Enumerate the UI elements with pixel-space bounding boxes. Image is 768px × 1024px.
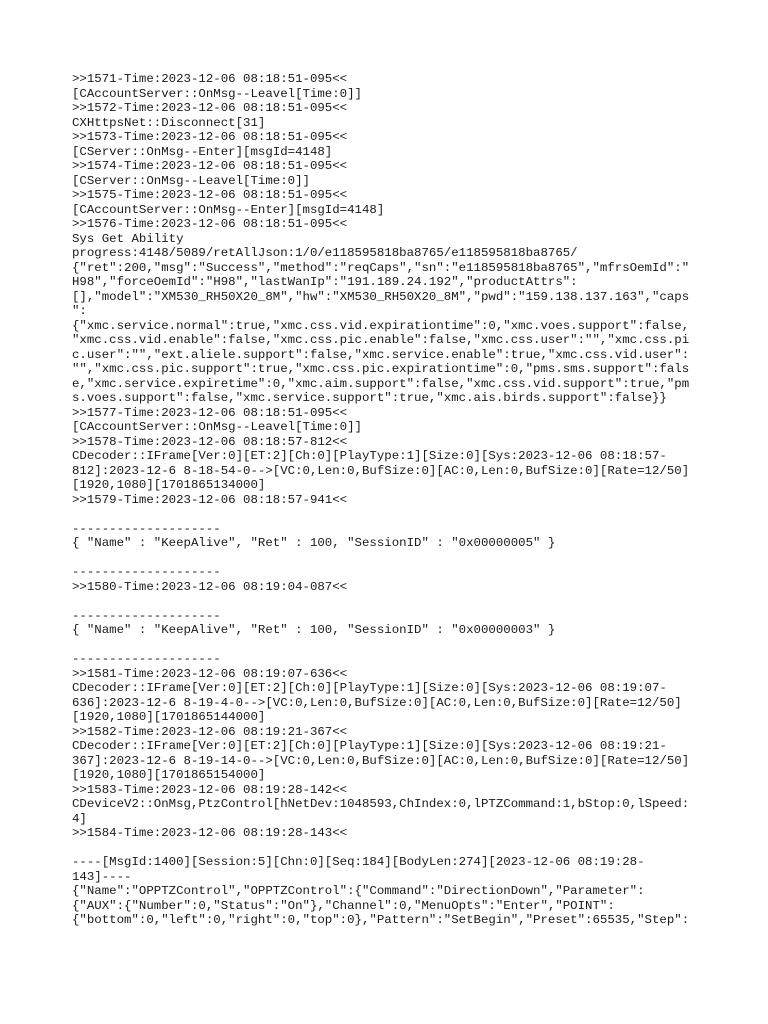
- log-line: {"ret":200,"msg":"Success","method":"reqCaps","sn":"e118595818ba8765","mfrsOemId":": [72, 260, 690, 275]
- log-line: >>1580-Time:2023-12-06 08:19:04-087<<: [72, 579, 348, 594]
- blank-line: [72, 551, 712, 566]
- log-line: H98","forceOemId":"H98","lastWanIp":"191.189.24.192","productAttrs":: [72, 275, 578, 289]
- log-line: {"xmc.service.normal":true,"xmc.css.vid.expirationtime":0,"xmc.voes.support":false,: [72, 318, 690, 333]
- log-line: >>1572-Time:2023-12-06 08:18:51-095<<: [72, 101, 348, 115]
- log-line: >>1583-Time:2023-12-06 08:19:28-142<<: [72, 782, 348, 797]
- log-line: CXHttpsNet::Disconnect[31]: [72, 115, 266, 130]
- log-line: >>1574-Time:2023-12-06 08:18:51-095<<: [72, 159, 348, 173]
- blank-line: [72, 841, 712, 856]
- log-line: [1920,1080][1701865154000]: [72, 768, 266, 782]
- log-line: >>1578-Time:2023-12-06 08:18:57-812<<: [72, 434, 348, 449]
- log-line: s.voes.support":false,"xmc.service.support":true,"xmc.ais.birds.support":false}}: [72, 391, 667, 405]
- log-line: 812]:2023-12-6 8-18-54-0-->[VC:0,Len:0,BufSize:0][AC:0,Len:0,BufSize:0][Rate=12/50]: [72, 463, 690, 478]
- log-line: [1920,1080][1701865144000]: [72, 710, 266, 724]
- log-line: { "Name" : "KeepAlive", "Ret" : 100, "SessionID" : "0x00000005" }: [72, 536, 556, 550]
- log-line: ":: [72, 304, 87, 318]
- blank-line: [72, 507, 712, 522]
- log-line: >>1571-Time:2023-12-06 08:18:51-095<<: [72, 72, 348, 86]
- log-line: [CAccountServer::OnMsg--Leavel[Time:0]]: [72, 420, 362, 434]
- log-line: >>1577-Time:2023-12-06 08:18:51-095<<: [72, 405, 348, 420]
- log-line: 367]:2023-12-6 8-19-14-0-->[VC:0,Len:0,BufSize:0][AC:0,Len:0,BufSize:0][Rate=12/50]: [72, 753, 690, 768]
- log-line: [CAccountServer::OnMsg--Leavel[Time:0]]: [72, 86, 362, 101]
- log-line: "","xmc.css.pic.support":true,"xmc.css.pic.expirationtime":0,"pms.sms.support":fals: [72, 362, 690, 376]
- log-line: e,"xmc.service.expiretime":0,"xmc.aim.support":false,"xmc.css.vid.support":true,"pm: [72, 376, 690, 391]
- log-line: CDecoder::IFrame[Ver:0][ET:2][Ch:0][PlayType:1][Size:0][Sys:2023-12-06 08:18:57-: [72, 449, 667, 463]
- log-line: { "Name" : "KeepAlive", "Ret" : 100, "SessionID" : "0x00000003" }: [72, 623, 556, 637]
- log-line: [],"model":"XM530_RH50X20_8M","hw":"XM530_RH50X20_8M","pwd":"159.138.137.163","caps: [72, 289, 690, 304]
- log-line: >>1584-Time:2023-12-06 08:19:28-143<<: [72, 826, 348, 840]
- log-line: --------------------: [72, 608, 221, 623]
- log-line: CDecoder::IFrame[Ver:0][ET:2][Ch:0][PlayType:1][Size:0][Sys:2023-12-06 08:19:21-: [72, 739, 667, 753]
- log-line: "xmc.css.vid.enable":false,"xmc.css.pic.enable":false,"xmc.css.user":"","xmc.css.pi: [72, 333, 690, 347]
- log-page: [72, 72, 712, 928]
- log-line: --------------------: [72, 652, 221, 666]
- log-line: 636]:2023-12-6 8-19-4-0-->[VC:0,Len:0,BufSize:0][AC:0,Len:0,BufSize:0][Rate=12/50]: [72, 695, 682, 710]
- blank-line: [72, 638, 712, 653]
- log-line: >>1575-Time:2023-12-06 08:18:51-095<<: [72, 188, 348, 202]
- log-line: {"bottom":0,"left":0,"right":0,"top":0},"Pattern":"SetBegin","Preset":65535,"Step":: [72, 913, 690, 927]
- log-line: [CServer::OnMsg--Leavel[Time:0]]: [72, 173, 310, 188]
- blank-line: [72, 594, 712, 609]
- log-line: >>1582-Time:2023-12-06 08:19:21-367<<: [72, 724, 348, 739]
- log-line: --------------------: [72, 521, 221, 536]
- log-line: progress:4148/5089/retAllJson:1/0/e118595818ba8765/e118595818ba8765/: [72, 246, 578, 260]
- log-line: {"AUX":{"Number":0,"Status":"On"},"Channel":0,"MenuOpts":"Enter","POINT":: [72, 898, 615, 913]
- log-line: >>1581-Time:2023-12-06 08:19:07-636<<: [72, 666, 348, 681]
- log-line: Sys Get Ability: [72, 231, 184, 246]
- log-line: CDeviceV2::OnMsg,PtzControl[hNetDev:1048593,ChIndex:0,lPTZCommand:1,bStop:0,lSpeed:: [72, 797, 690, 811]
- log-line: >>1579-Time:2023-12-06 08:18:57-941<<: [72, 492, 348, 507]
- log-line: >>1573-Time:2023-12-06 08:18:51-095<<: [72, 130, 348, 144]
- log-line: c.user":"","ext.aliele.support":false,"xmc.service.enable":true,"xmc.css.vid.user":: [72, 347, 690, 362]
- log-line: 143]----: [72, 869, 132, 884]
- log-line: >>1576-Time:2023-12-06 08:18:51-095<<: [72, 217, 348, 231]
- log-line: [1920,1080][1701865134000]: [72, 478, 266, 492]
- log-line: CDecoder::IFrame[Ver:0][ET:2][Ch:0][PlayType:1][Size:0][Sys:2023-12-06 08:19:07-: [72, 681, 667, 695]
- log-line: [CAccountServer::OnMsg--Enter][msgId=4148]: [72, 202, 385, 217]
- log-line: --------------------: [72, 565, 221, 579]
- log-line: ----[MsgId:1400][Session:5][Chn:0][Seq:184][BodyLen:274][2023-12-06 08:19:28-: [72, 855, 645, 869]
- log-line: {"Name":"OPPTZControl","OPPTZControl":{"Command":"DirectionDown","Parameter":: [72, 884, 645, 898]
- log-line: 4]: [72, 811, 87, 826]
- log-line: [CServer::OnMsg--Enter][msgId=4148]: [72, 144, 333, 159]
